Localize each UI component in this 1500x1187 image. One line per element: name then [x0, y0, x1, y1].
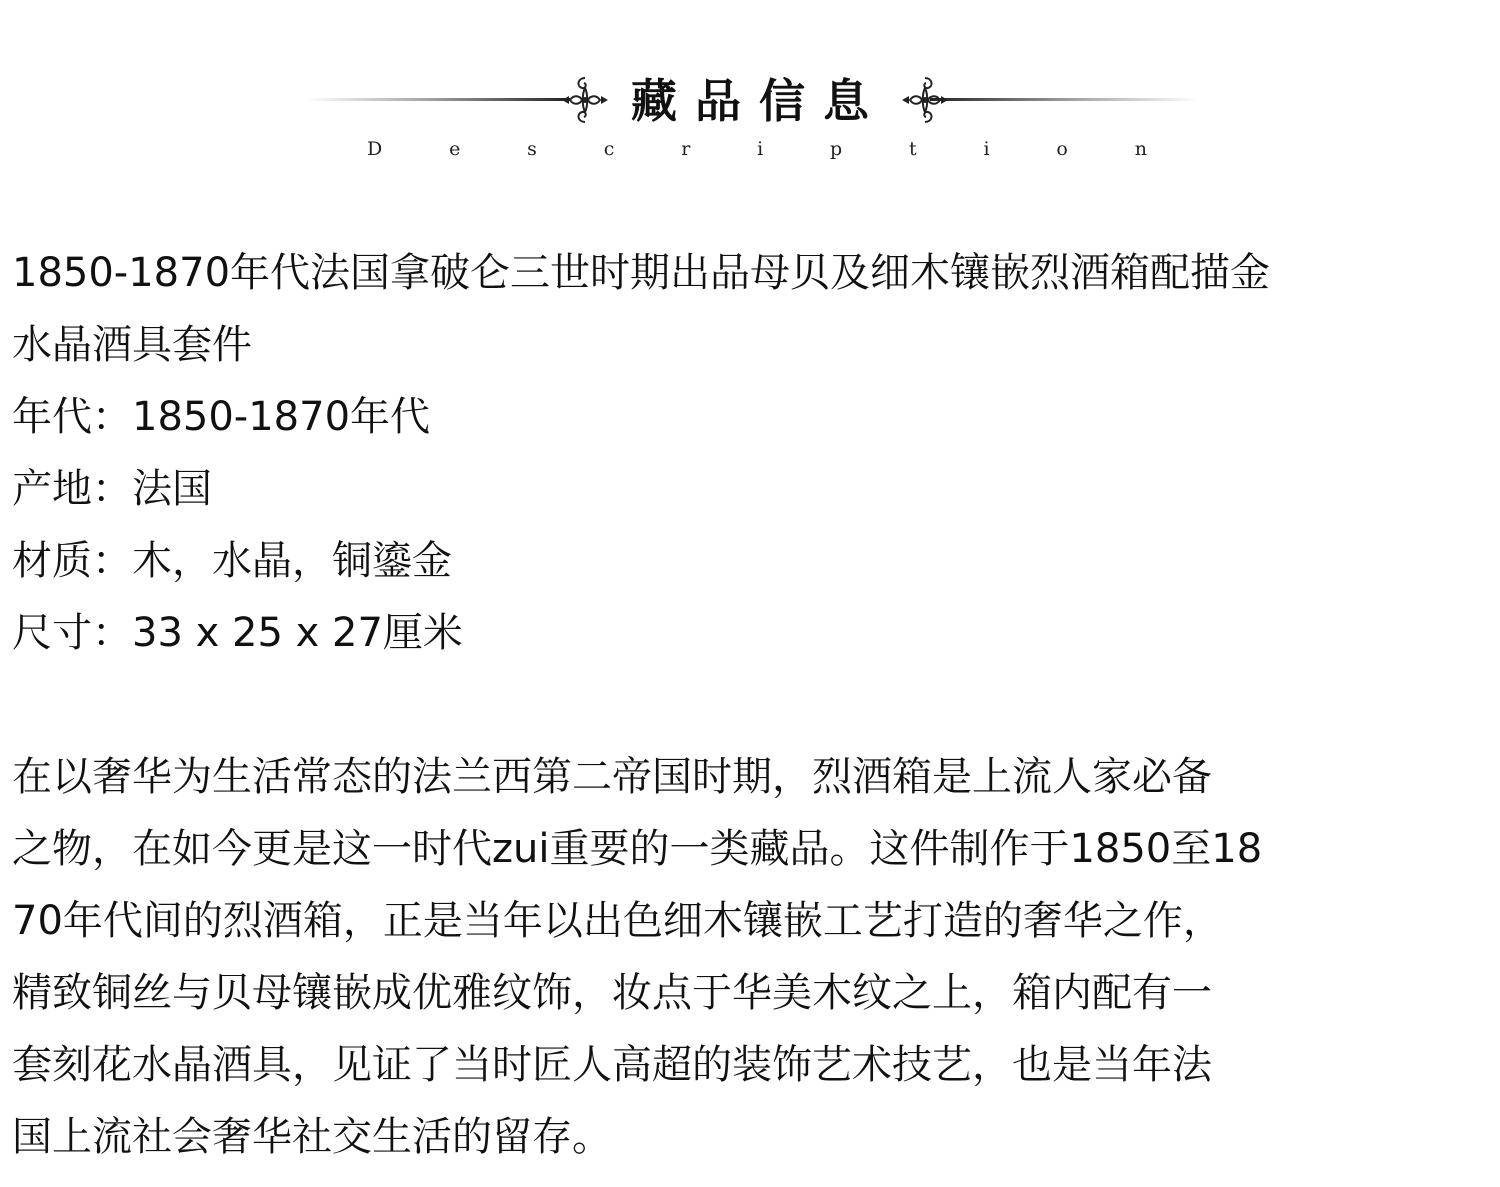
subtitle-letter: i — [983, 138, 990, 160]
header-divider-right — [930, 98, 1198, 101]
header-subtitle — [367, 138, 1147, 162]
subtitle-letter: e — [449, 138, 461, 160]
subtitle-letter: t — [909, 138, 917, 160]
header-title: 藏品信息 — [631, 74, 887, 128]
paragraph-line: 国上流社会奢华社交生活的留存。 — [12, 1114, 612, 1160]
info-origin-line: 产地：法国 — [12, 466, 212, 512]
info-material-line: 材质：木，水晶，铜鎏金 — [12, 538, 452, 584]
paragraph-line: 套刻花水晶酒具，见证了当时匠人高超的装饰艺术技艺，也是当年法 — [12, 1042, 1212, 1088]
info-era-line: 年代：1850-1870年代 — [12, 394, 431, 440]
subtitle-letter: o — [1056, 138, 1068, 160]
subtitle-letter: c — [603, 138, 615, 160]
info-block — [12, 237, 1482, 669]
subtitle-letter: n — [1134, 138, 1147, 160]
paragraph-line: 在以奢华为生活常态的法兰西第二帝国时期，烈酒箱是上流人家必备 — [12, 754, 1212, 800]
section-header — [0, 60, 1500, 170]
description-content — [12, 237, 1482, 1173]
info-title-line: 1850-1870年代法国拿破仑三世时期出品母贝及细木镶嵌烈酒箱配描金 — [12, 250, 1271, 296]
subtitle-letter: p — [830, 138, 843, 160]
paragraph-line: 精致铜丝与贝母镶嵌成优雅纹饰，妆点于华美木纹之上，箱内配有一 — [12, 970, 1212, 1016]
paragraph-line: 70年代间的烈酒箱，正是当年以出色细木镶嵌工艺打造的奢华之作， — [12, 898, 1223, 944]
subtitle-letter: i — [757, 138, 764, 160]
subtitle-letter: s — [527, 138, 537, 160]
info-size-line: 尺寸：33 x 25 x 27厘米 — [12, 610, 463, 656]
subtitle-letter: r — [681, 138, 691, 160]
paragraph-line: 之物，在如今更是这一时代zui重要的一类藏品。这件制作于1850至18 — [12, 826, 1263, 872]
paragraph-spacer — [12, 669, 1482, 741]
info-title-line: 水晶酒具套件 — [12, 322, 252, 368]
subtitle-letter: D — [367, 138, 383, 160]
description-paragraph — [12, 741, 1482, 1173]
